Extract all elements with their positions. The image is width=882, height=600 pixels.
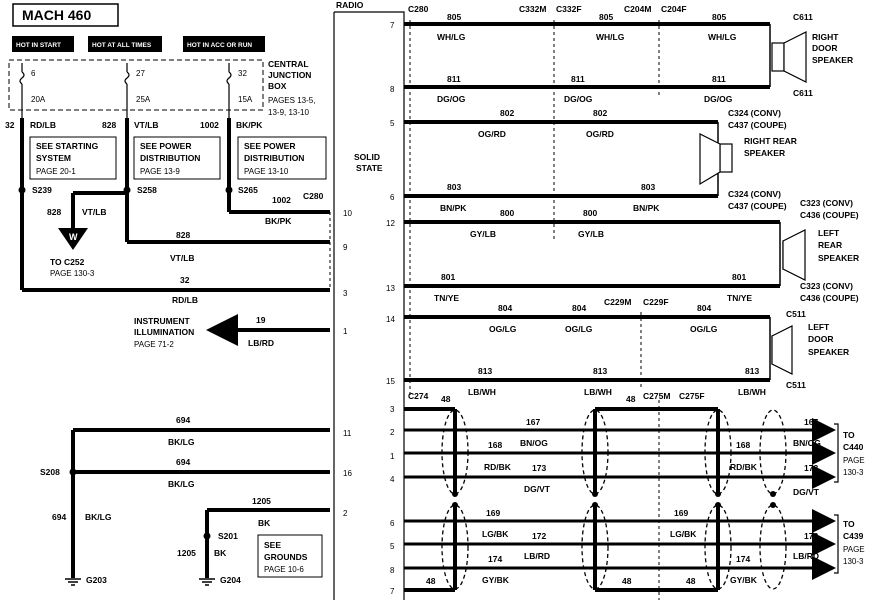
wire-800: 800: [583, 208, 598, 218]
pin-number: 5: [390, 542, 395, 551]
shield-wires: [404, 400, 830, 600]
wire-828-color: VT/LB: [82, 207, 107, 217]
ref-text: DISTRIBUTION: [244, 153, 305, 163]
wire-694-color: BK/LG: [85, 512, 112, 522]
connector-c204f: C204F: [661, 4, 687, 14]
wire-811: 811: [571, 74, 585, 84]
wire-694-num: 694: [52, 512, 67, 522]
wire-800: 800: [500, 208, 515, 218]
fuse-header-always: HOT AT ALL TIMES: [92, 42, 152, 49]
fuse-header-start: HOT IN START: [16, 42, 62, 49]
wire-gy-bk: GY/BK: [730, 575, 757, 585]
connector-c280-left: C280: [303, 191, 324, 201]
wire-48: 48: [441, 394, 451, 404]
to-c439: TO: [843, 519, 855, 529]
radio-right-pins: [386, 21, 395, 596]
radio-solid-label: SOLID: [354, 152, 380, 162]
wire-802: 802: [500, 108, 515, 118]
bracket-c440: [834, 424, 838, 482]
connector-c324: C324 (CONV): [728, 189, 781, 199]
fuse-number: 32: [238, 69, 247, 78]
wire-dg-og: DG/OG: [437, 94, 466, 104]
wire-694-color: BK/LG: [168, 479, 195, 489]
wire-lg-bk: LG/BK: [670, 529, 697, 539]
wire-lb-wh: LB/WH: [584, 387, 612, 397]
connector-c280: C280: [408, 4, 429, 14]
ref-page: PAGE 13-10: [244, 167, 289, 176]
to-c440-page: 130-3: [843, 468, 864, 477]
pin-number: 13: [386, 284, 395, 293]
wire-801: 801: [732, 272, 747, 282]
feed-circuit: 32: [5, 120, 15, 130]
wire-174: 174: [488, 554, 503, 564]
radio-left-pins: [343, 209, 352, 518]
wire-og-lg: OG/LG: [489, 324, 517, 334]
wire-dg-og: DG/OG: [564, 94, 593, 104]
wire-og-rd: OG/RD: [586, 129, 614, 139]
connector-c332f: C332F: [556, 4, 582, 14]
wire-dg-og: DG/OG: [704, 94, 733, 104]
speaker-label: DOOR: [808, 334, 834, 344]
diagram-title: MACH 460: [22, 7, 92, 23]
grounds-ref-text: SEE: [264, 540, 282, 550]
wire-1205-color: BK: [258, 518, 271, 528]
pin-number: 6: [390, 193, 395, 202]
pin-number: 12: [386, 219, 395, 228]
wire-813: 813: [593, 366, 608, 376]
wire-169: 169: [674, 508, 689, 518]
wire-lb-wh: LB/WH: [738, 387, 766, 397]
wire-172: 172: [804, 531, 819, 541]
to-c440-page: PAGE: [843, 456, 865, 465]
wire-168: 168: [736, 440, 751, 450]
grounds-ref-box: [258, 535, 322, 577]
ref-text: SYSTEM: [36, 153, 71, 163]
wire-bn-pk: BN/PK: [633, 203, 660, 213]
cjb-label: CENTRAL: [268, 59, 309, 69]
pin-number: 6: [390, 519, 395, 528]
to-c440: C440: [843, 442, 864, 452]
wire-813: 813: [745, 366, 760, 376]
fuse-rating: 20A: [31, 95, 46, 104]
ref-text: SEE POWER: [140, 141, 192, 151]
wire-og-lg: OG/LG: [690, 324, 718, 334]
bracket-c439: [834, 515, 838, 573]
feed-color: BK/PK: [236, 120, 263, 130]
wire-828b-num: 828: [176, 230, 191, 240]
wire-804: 804: [697, 303, 712, 313]
grounds-ref-page: PAGE 10-6: [264, 565, 304, 574]
wire-32-color: RD/LB: [172, 295, 198, 305]
connector-c436: C436 (COUPE): [800, 293, 859, 303]
to-c252-page: PAGE 130-3: [50, 269, 95, 278]
speaker-wire-labels: [434, 12, 766, 397]
wire-694-color: BK/LG: [168, 437, 195, 447]
wire-tn-ye: TN/YE: [727, 293, 753, 303]
splice-s239: S239: [32, 185, 52, 195]
to-c439: C439: [843, 531, 864, 541]
connector-c437: C437 (COUPE): [728, 120, 787, 130]
wire-og-lg: OG/LG: [565, 324, 593, 334]
wire-694-num: 694: [176, 457, 191, 467]
wire-172: 172: [532, 531, 547, 541]
fuse-number: 6: [31, 69, 36, 78]
connector-c611: C611: [793, 12, 813, 22]
wire-1002-color: BK/PK: [265, 216, 292, 226]
wire-169: 169: [486, 508, 501, 518]
feed-color: VT/LB: [134, 120, 159, 130]
illum-label: INSTRUMENT: [134, 316, 190, 326]
ref-text: DISTRIBUTION: [140, 153, 201, 163]
wire-dg-vt: DG/VT: [793, 487, 819, 497]
splice-s201-dot: [204, 533, 211, 540]
w-terminal-mark: W: [69, 232, 78, 242]
speaker-label: REAR: [818, 240, 843, 250]
wire-173: 173: [532, 463, 547, 473]
wire-801: 801: [441, 272, 456, 282]
wire-811: 811: [447, 74, 461, 84]
pin-number: 11: [343, 429, 352, 438]
wire-48: 48: [626, 394, 636, 404]
wire-gy-lb: GY/LB: [470, 229, 496, 239]
wire-803: 803: [641, 182, 656, 192]
wire-19-color: LB/RD: [248, 338, 274, 348]
pin-number: 7: [390, 587, 395, 596]
splice-s265: S265: [238, 185, 258, 195]
wire-173: 173: [804, 463, 819, 473]
wire-828-num: 828: [47, 207, 62, 217]
wire-48: 48: [426, 576, 436, 586]
speaker-label: DOOR: [812, 43, 838, 53]
wire-805: 805: [712, 12, 727, 22]
wire-bn-pk: BN/PK: [440, 203, 467, 213]
to-c252: TO C252: [50, 257, 85, 267]
speaker-right-door-icon: [772, 32, 806, 82]
ref-page: PAGE 20-1: [36, 167, 76, 176]
speaker-right-rear-icon: [700, 134, 732, 184]
connector-c436: C436 (COUPE): [800, 210, 859, 220]
cjb-label: BOX: [268, 81, 287, 91]
connector-c274: C274: [408, 391, 429, 401]
wire-wh-lg: WH/LG: [708, 32, 737, 42]
wire-bn-og: BN/OG: [520, 438, 548, 448]
wire-805: 805: [599, 12, 614, 22]
wire-1205-color: BK: [214, 548, 227, 558]
wire-og-rd: OG/RD: [478, 129, 506, 139]
pin-number: 14: [386, 315, 395, 324]
fuse-number: 27: [136, 69, 145, 78]
cjb-label: JUNCTION: [268, 70, 312, 80]
to-c440: TO: [843, 430, 855, 440]
pin-number: 5: [390, 119, 395, 128]
wire-rd-bk: RD/BK: [730, 462, 757, 472]
ref-text: SEE STARTING: [36, 141, 99, 151]
wire-gy-bk: GY/BK: [482, 575, 509, 585]
pin-number: 2: [390, 428, 395, 437]
wire-dg-vt: DG/VT: [524, 484, 550, 494]
to-c439-page: 130-3: [843, 557, 864, 566]
speaker-label: SPEAKER: [744, 148, 786, 158]
radio-state-label: STATE: [356, 163, 383, 173]
pin-number: 3: [343, 289, 348, 298]
pin-number: 4: [390, 475, 395, 484]
wire-1002-num: 1002: [272, 195, 291, 205]
connector-c323: C323 (CONV): [800, 281, 853, 291]
g203-label: G203: [86, 575, 107, 585]
ref-page: PAGE 13-9: [140, 167, 180, 176]
pin-number: 16: [343, 469, 352, 478]
wire-wh-lg: WH/LG: [437, 32, 466, 42]
feed-color: RD/LB: [30, 120, 56, 130]
wire-wh-lg: WH/LG: [596, 32, 625, 42]
pin-number: 8: [390, 566, 395, 575]
wire-813: 813: [478, 366, 493, 376]
fuse-headers: [12, 36, 265, 52]
connector-c229m: C229M: [604, 297, 632, 307]
connector-c323: C323 (CONV): [800, 198, 853, 208]
wire-19-num: 19: [256, 315, 266, 325]
g204-label: G204: [220, 575, 241, 585]
wire-168: 168: [488, 440, 503, 450]
wire-174: 174: [736, 554, 751, 564]
wire-lb-rd: LB/RD: [793, 551, 819, 561]
wire-lg-bk: LG/BK: [482, 529, 509, 539]
ground-g203: [65, 579, 81, 585]
wire-804: 804: [498, 303, 513, 313]
fuse-header-acc: HOT IN ACC OR RUN: [187, 42, 253, 49]
shield-dots: [452, 491, 776, 508]
connector-c275f: C275F: [679, 391, 705, 401]
speaker-label: SPEAKER: [818, 253, 860, 263]
grounds-ref-text: GROUNDS: [264, 552, 308, 562]
splice-s258: S258: [137, 185, 157, 195]
wire-828b-color: VT/LB: [170, 253, 195, 263]
connector-c204m: C204M: [624, 4, 652, 14]
speaker-left-door-icon: [772, 326, 792, 374]
speaker-left-rear-icon: [783, 230, 805, 280]
fuse-rating: 15A: [238, 95, 253, 104]
radio-label: RADIO: [336, 0, 364, 10]
speaker-label: RIGHT: [812, 32, 839, 42]
connector-c611: C611: [793, 88, 813, 98]
pin-number: 1: [343, 327, 348, 336]
connector-c332m: C332M: [519, 4, 547, 14]
cjb-pages: 13-9, 13-10: [268, 108, 309, 117]
wire-rd-bk: RD/BK: [484, 462, 511, 472]
wire-167: 167: [804, 417, 819, 427]
wire-lb-wh: LB/WH: [468, 387, 496, 397]
pin-number: 3: [390, 405, 395, 414]
wire-32-num: 32: [180, 275, 190, 285]
wire-167: 167: [526, 417, 541, 427]
pin-number: 10: [343, 209, 352, 218]
pin-number: 8: [390, 85, 395, 94]
wire-lb-rd: LB/RD: [524, 551, 550, 561]
wire-gy-lb: GY/LB: [578, 229, 604, 239]
central-junction-box: [9, 59, 315, 117]
wire-tn-ye: TN/YE: [434, 293, 460, 303]
wire-811: 811: [712, 74, 726, 84]
connector-c511: C511: [786, 309, 806, 319]
connector-c275m: C275M: [643, 391, 671, 401]
wire-805: 805: [447, 12, 462, 22]
wire-bn-og: BN/OG: [793, 438, 821, 448]
wire-804: 804: [572, 303, 587, 313]
ref-text: SEE POWER: [244, 141, 296, 151]
connector-c511: C511: [786, 380, 806, 390]
illum-label: ILLUMINATION: [134, 327, 195, 337]
speaker-label: SPEAKER: [812, 55, 854, 65]
connector-c437: C437 (COUPE): [728, 201, 787, 211]
speaker-label: LEFT: [808, 322, 830, 332]
title-box: [13, 4, 118, 26]
speaker-label: LEFT: [818, 228, 840, 238]
wire-48: 48: [622, 576, 632, 586]
wire-803: 803: [447, 182, 462, 192]
splice-s208-dot: [70, 469, 77, 476]
speaker-label: RIGHT REAR: [744, 136, 797, 146]
ground-g204: [199, 579, 215, 585]
feed-circuit: 1002: [200, 120, 219, 130]
wire-1205-num: 1205: [252, 496, 271, 506]
speaker-label: SPEAKER: [808, 347, 850, 357]
pin-number: 9: [343, 243, 348, 252]
ref-box-power-13-9: [134, 137, 220, 179]
wire-48: 48: [686, 576, 696, 586]
pin-number: 15: [386, 377, 395, 386]
fuse-rating: 25A: [136, 95, 151, 104]
to-c439-page: PAGE: [843, 545, 865, 554]
pin-number: 7: [390, 21, 395, 30]
ref-box-starting: [30, 137, 116, 179]
splice-s208: S208: [40, 467, 60, 477]
splice-s201: S201: [218, 531, 238, 541]
wire-694-num: 694: [176, 415, 191, 425]
illum-page: PAGE 71-2: [134, 340, 174, 349]
connector-c229f: C229F: [643, 297, 669, 307]
feed-circuit: 828: [102, 120, 117, 130]
wire-802: 802: [593, 108, 608, 118]
pin-number: 2: [343, 509, 348, 518]
pin-number: 1: [390, 452, 395, 461]
ref-box-power-13-10: [238, 137, 326, 179]
shield-wire-labels: [426, 394, 821, 586]
wire-1205-num: 1205: [177, 548, 196, 558]
cjb-pages: PAGES 13-5,: [268, 96, 316, 105]
connector-c324: C324 (CONV): [728, 108, 781, 118]
